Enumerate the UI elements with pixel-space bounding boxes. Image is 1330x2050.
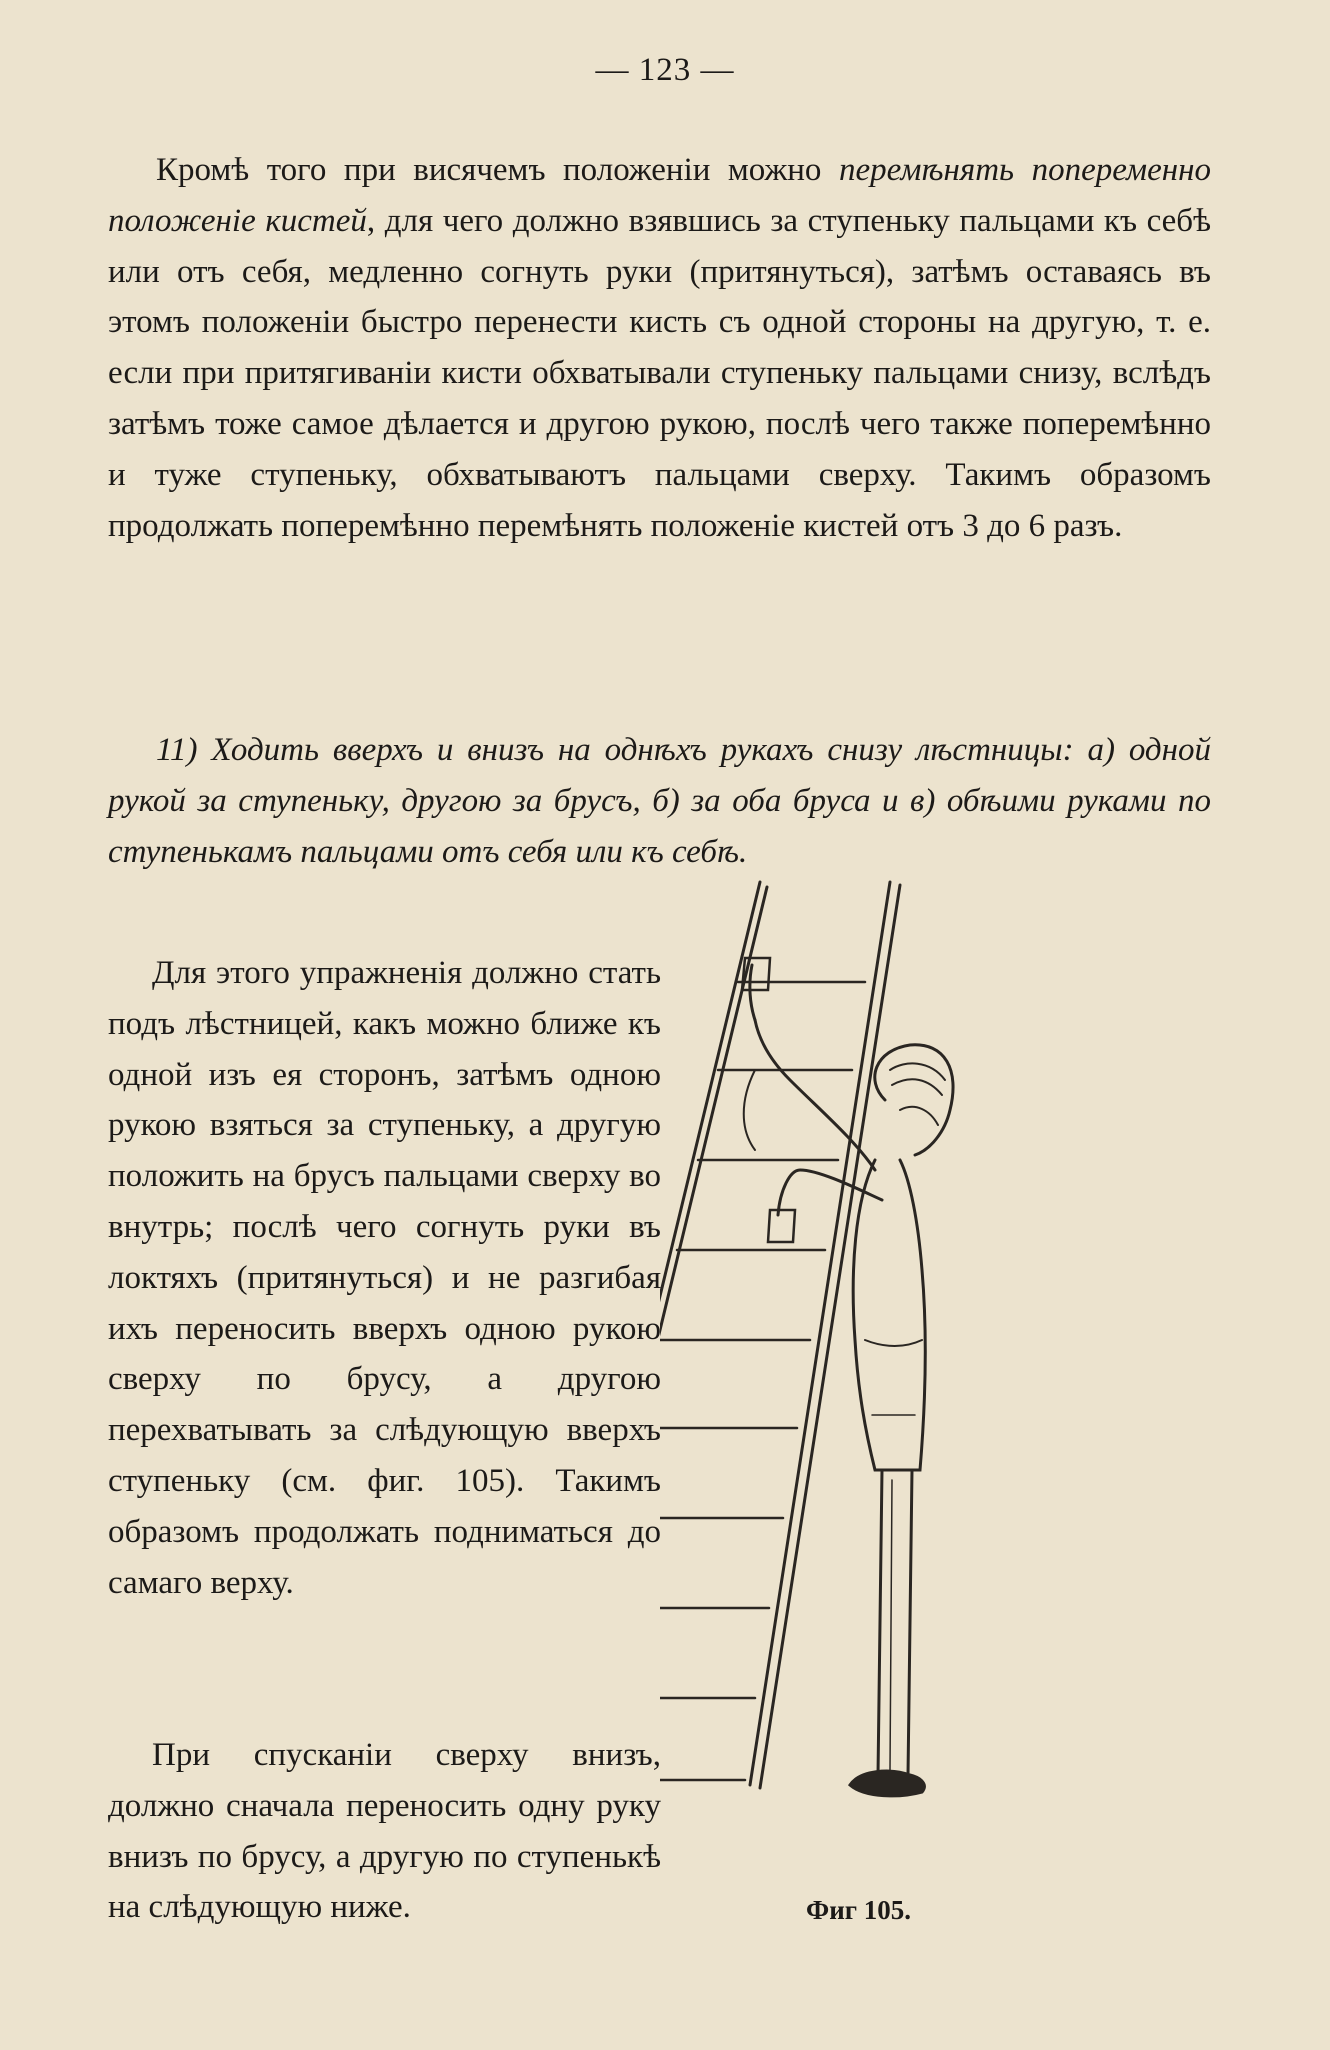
figure-hand-lower <box>768 1210 795 1242</box>
figure-shoes <box>850 1771 924 1796</box>
paragraph-1-rest: , для чего должно взявшись за ступеньку пальцами къ себѣ или отъ себя, медленно согнуть руки (притянуться), затѣмъ оставаясь въ этомъ положенiи быстро перенести кисть съ одной стороны на другую, т. е. если при притягиванiи кисти обхватывали ступеньку пальцами снизу, вслѣдъ затѣмъ тоже самое дѣлается и другою рукою, послѣ чего также поперемѣнно и туже ступеньку, обхватываютъ пальцами сверху. Такимъ образомъ продолжать поперемѣнно перемѣнять положенiе кистей отъ 3 до 6 разъ. <box>108 202 1212 544</box>
figure-hair <box>890 1063 945 1125</box>
ladder-left-rail <box>660 882 760 1855</box>
figure-head <box>875 1045 953 1155</box>
exercise-11-heading: 11) Ходить вверхъ и внизъ на однѣхъ рукахъ снизу лѣстницы: а) одной рукой за ступеньку, другою за брусъ, б) за оба бруса и в) обѣими руками по ступенькамъ пальцами отъ себя или къ себѣ. <box>108 732 1211 870</box>
figure-leg-left <box>878 1470 882 1775</box>
ladder-left-rail-inner <box>660 887 767 1860</box>
page-number: — 123 — <box>595 52 735 88</box>
ladder-rungs <box>660 982 865 1780</box>
ladder-illustration-icon <box>660 870 1220 1940</box>
paragraph-3: Для этого упражненiя должно стать подъ лѣстницей, какъ можно ближе къ одной изъ ея сторонъ, затѣмъ одною рукою взяться за ступеньку, а другую положить на брусъ пальцами сверху во внутрь; послѣ чего согнуть руки въ локтяхъ (притянуться) и не разгибая ихъ переносить вверхъ одною рукою сверху по брусу, а другою перехватывать за слѣдующую вверхъ ступеньку (см. фиг. 105). Такимъ образомъ продолжать подниматься до самаго верху. <box>108 955 661 1601</box>
ladder-figure-svg <box>660 870 1220 1940</box>
figure-caption: Фиг 105. <box>806 1895 912 1925</box>
figure-torso <box>853 1160 925 1470</box>
figure-arm-lower <box>778 1170 882 1215</box>
paragraph-1 <box>108 145 1211 551</box>
paragraph-1-start: Кромѣ того при висячемъ положенiи можно <box>156 152 839 188</box>
figure-leg-right <box>908 1470 912 1775</box>
paragraph-1-emphasis: перемѣнять попеременно положенiе кистей <box>108 152 1211 239</box>
ladder-right-rail <box>750 882 890 1785</box>
paragraph-4: При спусканiи сверху внизъ, должно сначала переносить одну руку внизъ по брусу, а другую по ступенькѣ на слѣдующую ниже. <box>108 1737 661 1926</box>
